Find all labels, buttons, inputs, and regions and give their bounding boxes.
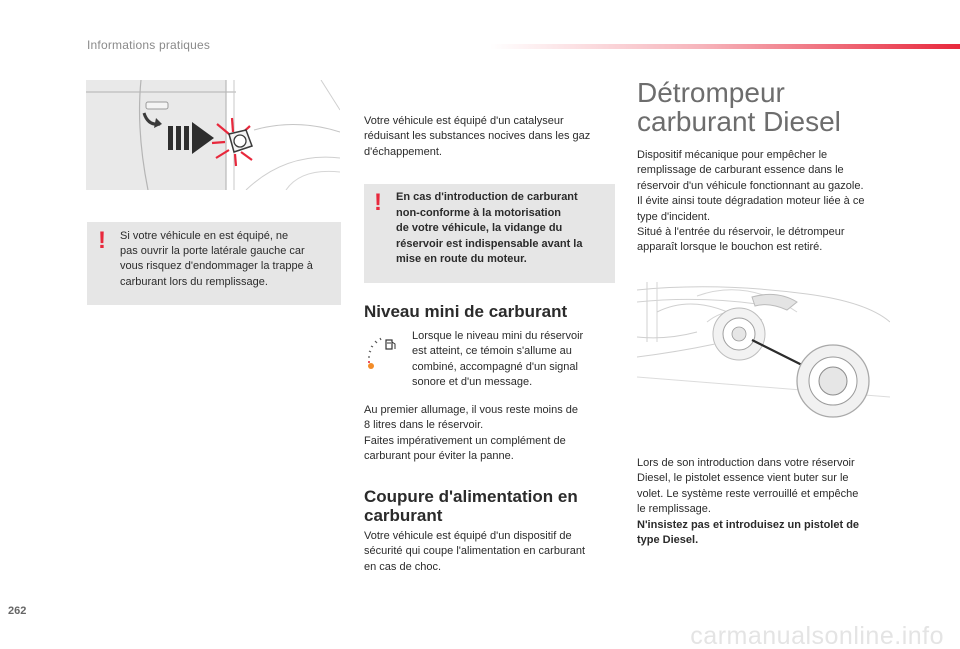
catalyst-text: Votre véhicule est équipé d'un catalyseur réduisant les substances nocives dans les gaz d'échappement. (364, 115, 591, 158)
page-number: 262 (8, 605, 27, 617)
header-accent-bar (490, 44, 960, 49)
fuel-warning-text: En cas d'introduction de carburant non-conforme à la motorisation de votre véhicule, la vidange du réservoir est indispensable avant la mise en route du moteur. (396, 191, 583, 266)
low-fuel-warning-light (364, 335, 408, 375)
low-fuel-text: Lorsque le niveau mini du réservoir est atteint, ce témoin s'allume au combiné, accompagné d'un signal sonore et d'un message. (412, 330, 584, 389)
diesel-misfuel-title: Détrompeur carburant Diesel (637, 77, 841, 137)
fuel-cutoff-text: Votre véhicule est équipé d'un dispositif de sécurité qui coupe l'alimentation en carburant en cas de choc. (364, 530, 586, 573)
fuel-flap-illustration (86, 80, 340, 190)
warning-icon: ! (374, 189, 382, 216)
fuel-warning-box (364, 184, 615, 283)
diesel-filler-illustration (637, 282, 890, 439)
diesel-misfuel-description: Dispositif mécanique pour empêcher le remplissage de carburant essence dans le réservoir d'un véhicule fonctionnant au gazole. Il évite ainsi toute dégradation moteur liée à ce type d'incident. Situé à l'entrée du réservoir, le détrompeur apparaît lorsque le bouchon est retiré. (637, 149, 865, 254)
diesel-introduction-text: Lors de son introduction dans votre réservoir Diesel, le pistolet essence vient buter sur le volet. Le système reste verrouillé et empêche le remplissage. (637, 457, 859, 516)
low-fuel-heading: Niveau mini de carburant (364, 302, 568, 321)
page-section-title: Informations pratiques (87, 38, 211, 52)
door-warning-text: Si votre véhicule en est équipé, ne pas ouvrir la porte latérale gauche car vous risquez d'endommager la trappe à carburant lors du remplissage. (120, 230, 313, 288)
warning-icon: ! (98, 227, 106, 254)
diesel-bold-notice: N'insistez pas et introduisez un pistolet de type Diesel. (637, 519, 860, 547)
fuel-cutoff-heading: Coupure d'alimentation en carburant (364, 487, 578, 525)
first-light-text: Au premier allumage, il vous reste moins de 8 litres dans le réservoir. Faites impérativement un complément de carburant pour éviter la panne. (364, 404, 578, 463)
watermark: carmanualsonline.info (690, 622, 944, 649)
door-warning-box (87, 222, 341, 305)
